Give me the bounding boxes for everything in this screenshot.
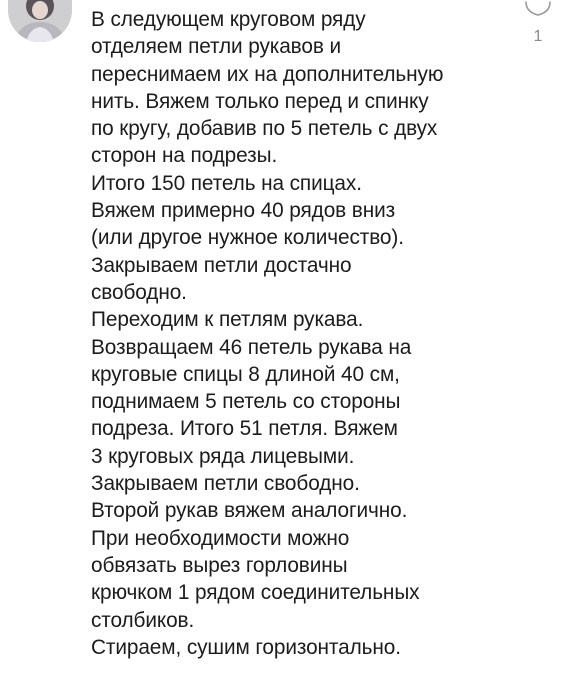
comment-text: В следующем круговом ряду отделяем петли рукавов и переснимаем их на дополнительную нить. Вяжем только перед и спинку по кругу, добавив по 5 петель с двух сторон на подрезы. Итого 150 петель на спицах. Вяжем примерно 40 рядов вниз (или другое нужное количество). Закрываем петли достачно свободно. Переходим к петлям рукава. Возвращаем 46 петель рукава на круговые спицы 8 длиной 40 см, поднимаем 5 петель со стороны подреза. Итого 51 петля. Вяжем 3 круговых ряда лицевыми. Закрываем петли свободно. Второй рукав вяжем аналогично. При необходимости можно обвязать вырез горловины крючком 1 рядом соединительных столбиков. Стираем, сушим горизонтально.	[91, 8, 444, 659]
avatar[interactable]	[8, 0, 72, 42]
heart-icon	[525, 0, 551, 16]
like-button[interactable]	[521, 0, 555, 48]
avatar-image	[8, 0, 72, 42]
like-count: 1	[533, 28, 543, 45]
